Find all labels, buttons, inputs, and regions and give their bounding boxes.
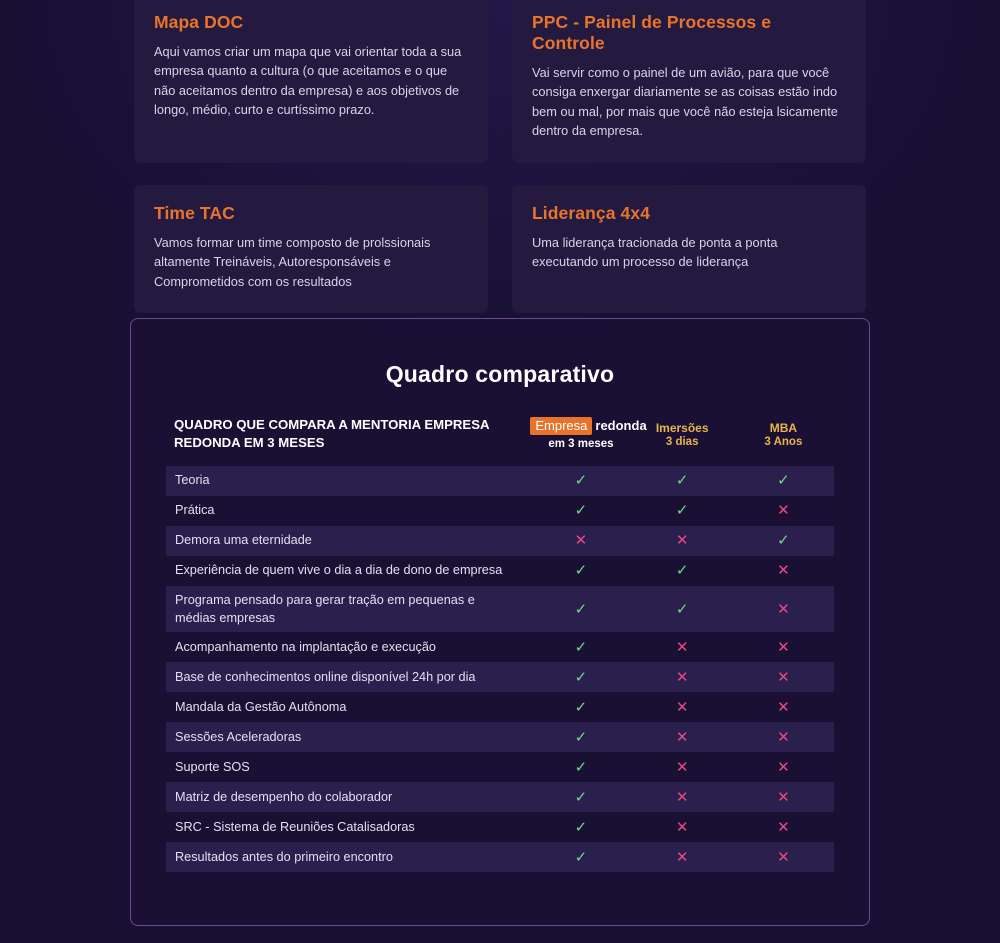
check-icon: ✓ [530, 722, 631, 752]
row-label: SRC - Sistema de Reuniões Catalisadoras [175, 820, 415, 835]
check-icon: ✓ [733, 526, 834, 556]
check-icon: ✓ [530, 662, 631, 692]
table-row [166, 466, 834, 496]
check-icon: ✓ [675, 562, 689, 580]
cross-icon: ✕ [777, 758, 790, 776]
header-col-sub: 3 Anos [764, 435, 803, 448]
table-row [166, 662, 834, 692]
card-title: Mapa DOC [154, 12, 244, 32]
row-label: Prática [175, 503, 215, 518]
row-label: Matriz de desempenho do colaborador [166, 782, 530, 812]
row-label: Suporte SOS [175, 760, 250, 775]
row-label: Demora uma eternidade [166, 526, 530, 556]
cross-icon: ✕ [733, 586, 834, 633]
comparison-table-body [166, 466, 834, 873]
feature-cards [134, 0, 866, 313]
card-lideranca-4x4 [512, 185, 866, 313]
cross-icon: ✕ [632, 842, 733, 872]
check-icon: ✓ [530, 586, 631, 633]
row-label: Base de conhecimentos online disponível 24h por dia [166, 662, 530, 692]
row-label: Sessões Aceleradoras [166, 722, 530, 752]
cross-icon: ✕ [777, 562, 790, 580]
cross-icon: ✕ [733, 662, 834, 692]
cross-icon: ✕ [632, 662, 733, 692]
comparison-table [166, 416, 834, 872]
cross-icon: ✕ [675, 698, 689, 716]
check-icon: ✓ [632, 586, 733, 633]
header-col-top: MBA [769, 420, 798, 435]
cross-icon: ✕ [733, 842, 834, 872]
cross-icon: ✕ [733, 722, 834, 752]
table-row [166, 692, 834, 722]
row-label: Experiência de quem vive o dia a dia de dono de empresa [175, 563, 503, 578]
header-col-top: Imersões [655, 420, 709, 435]
cross-icon: ✕ [675, 638, 689, 656]
comparison-panel [130, 318, 870, 926]
table-row [166, 722, 834, 752]
cross-icon: ✕ [675, 818, 689, 836]
table-row [166, 812, 834, 842]
table-row [166, 496, 834, 526]
header-col-highlight: Empresa [530, 417, 592, 435]
check-icon: ✓ [632, 466, 733, 496]
cross-icon: ✕ [632, 782, 733, 812]
check-icon: ✓ [574, 638, 588, 656]
card-text: Uma liderança tracionada de ponta a ponta executando um processo de liderança [532, 234, 778, 270]
cross-icon: ✕ [777, 818, 790, 836]
table-row [166, 842, 834, 872]
card-title: Liderança 4x4 [532, 202, 651, 223]
cross-icon: ✕ [632, 526, 733, 556]
table-row [166, 586, 834, 633]
header-col-empresa-redonda [530, 416, 647, 466]
row-label: Resultados antes do primeiro encontro [166, 842, 530, 872]
page-title: Quadro comparativo [385, 361, 615, 387]
cross-icon: ✕ [777, 502, 790, 520]
card-text: Vamos formar um time composto de prolssionais altamente Treináveis, Autoresponsáveis e Comprometidos com os resultados [154, 234, 431, 289]
check-icon: ✓ [675, 502, 689, 520]
cross-icon: ✕ [777, 638, 790, 656]
table-row [166, 556, 834, 586]
header-col-sub: em 3 meses [548, 438, 614, 451]
table-header-row [166, 416, 834, 466]
check-icon: ✓ [530, 466, 631, 496]
header-description: QUADRO QUE COMPARA A MENTORIA EMPRESA REDONDA EM 3 MESES [174, 417, 490, 450]
row-label: Programa pensado para gerar tração em pequenas e médias empresas [166, 586, 530, 633]
header-col-mba [733, 416, 834, 466]
cross-icon: ✕ [675, 758, 689, 776]
check-icon: ✓ [530, 782, 631, 812]
table-row [166, 752, 834, 782]
header-col-sub: 3 dias [665, 435, 699, 448]
card-ppc [512, 0, 866, 163]
card-mapa-doc [134, 0, 488, 163]
check-icon: ✓ [574, 758, 588, 776]
check-icon: ✓ [574, 818, 588, 836]
check-icon: ✓ [574, 502, 588, 520]
check-icon: ✓ [530, 842, 631, 872]
table-row [166, 632, 834, 662]
cross-icon: ✕ [777, 698, 790, 716]
check-icon: ✓ [733, 466, 834, 496]
card-text: Vai servir como o painel de um avião, para que você consiga enxergar diariamente se as coisas estão indo bem ou mal, por mais que você não esteja lsicamente dentro da empresa. [532, 65, 838, 139]
card-title: PPC - Painel de Processos e Controle [532, 12, 772, 53]
table-row [166, 526, 834, 556]
cross-icon: ✕ [733, 782, 834, 812]
row-label: Teoria [166, 466, 530, 496]
cross-icon: ✕ [530, 526, 631, 556]
header-col-rest: redonda [595, 417, 647, 433]
row-label: Mandala da Gestão Autônoma [175, 700, 347, 715]
card-text: Aqui vamos criar um mapa que vai orientar toda a sua empresa quanto a cultura (o que aceitamos e o que não aceitamos dentro da empresa) e aos objetivos de longo, médio, curto e curtíssimo prazo. [154, 44, 462, 118]
row-label: Acompanhamento na implantação e execução [175, 640, 436, 655]
check-icon: ✓ [574, 562, 588, 580]
cross-icon: ✕ [632, 722, 733, 752]
check-icon: ✓ [574, 698, 588, 716]
card-title: Time TAC [154, 202, 235, 223]
card-time-tac [134, 185, 488, 313]
table-row [166, 782, 834, 812]
